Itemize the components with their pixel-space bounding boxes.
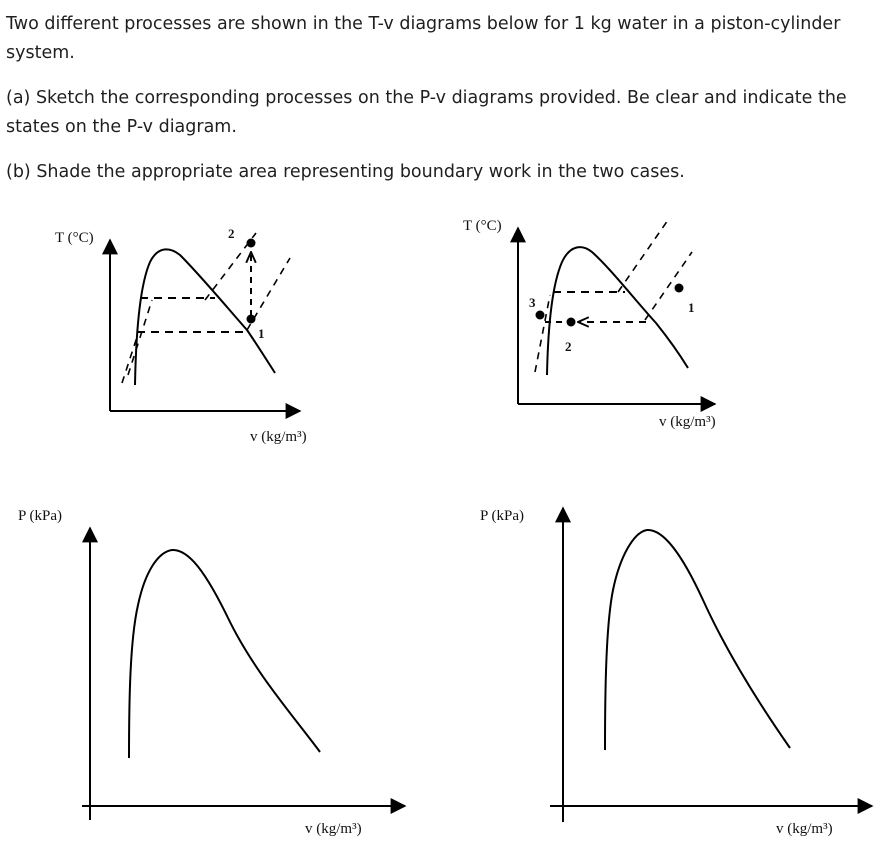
tv-right-superheat-high <box>618 220 668 292</box>
tv-left-state-1-point <box>247 315 256 324</box>
pv-right-saturation-dome <box>605 530 790 750</box>
question-part-a: (a) Sketch the corresponding processes on the P-v diagrams provided. Be clear and indicate the states on the P-v diagram. <box>6 88 847 137</box>
tv-left-x-label: v (kg/m³) <box>250 429 307 445</box>
pv-right-x-label: v (kg/m³) <box>776 821 833 837</box>
tv-right-x-label: v (kg/m³) <box>659 414 716 430</box>
tv-left-state-1-label: 1 <box>258 326 265 341</box>
pv-right-y-label: P (kPa) <box>480 508 525 524</box>
pv-left-saturation-dome <box>129 550 320 758</box>
tv-left-state-2-point <box>247 239 256 248</box>
tv-diagram-left <box>55 226 307 445</box>
tv-right-state-3-point <box>536 311 545 320</box>
tv-right-superheat-low <box>645 252 692 320</box>
tv-right-y-label: T (°C) <box>463 218 502 234</box>
pv-left-x-label: v (kg/m³) <box>305 821 362 837</box>
pv-diagram-left <box>18 508 405 837</box>
pv-left-y-label: P (kPa) <box>18 508 63 524</box>
tv-right-state-3-label: 3 <box>529 295 536 310</box>
question-part-b: (b) Shade the appropriate area representing boundary work in the two cases. <box>6 162 685 182</box>
question-intro: Two different processes are shown in the T-v diagrams below for 1 kg water in a piston-cylinder system. <box>6 14 841 63</box>
tv-right-state-1-point <box>675 284 684 293</box>
tv-diagram-right <box>463 218 716 430</box>
tv-left-state-2-label: 2 <box>228 226 235 241</box>
tv-left-y-label: T (°C) <box>55 230 94 246</box>
pv-diagram-right <box>480 508 872 837</box>
tv-right-state-1-label: 1 <box>688 300 695 315</box>
tv-right-saturation-dome <box>547 247 688 375</box>
tv-right-state-2-label: 2 <box>565 339 572 354</box>
tv-right-state-2-point <box>567 318 576 327</box>
